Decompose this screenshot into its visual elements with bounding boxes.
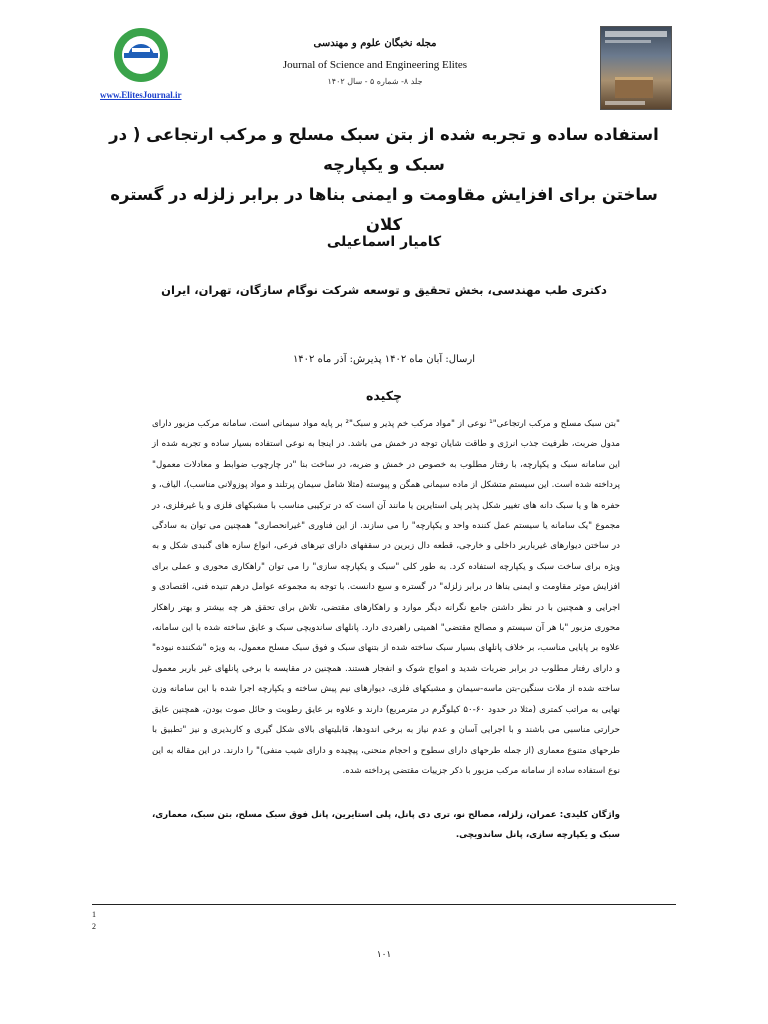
journal-title-block	[250, 38, 500, 86]
keywords: واژگان کلیدی: عمران، زلزله، مصالح نو، تری دی پانل، پلی استایرین، پانل فوق سبک مسلح، بتن سبک، معماری، سبک و یکپارچه سازی، پانل ساندویچی.	[152, 810, 620, 840]
footnote-2: 2	[92, 922, 96, 931]
journal-logo-icon	[108, 26, 174, 84]
journal-website-link[interactable]: www.ElitesJournal.ir	[100, 90, 182, 100]
author-affiliation: دکتری طب مهندسی، بخش تحقیق و توسعه شرکت نوگام سازگان، تهران، ایران	[161, 283, 607, 297]
author-name: کامیار اسماعیلی	[326, 234, 442, 250]
paper-title-line-2: ساختن برای افزایش مقاومت و ایمنی بناها در برابر زلزله در گستره کلان	[110, 185, 658, 234]
abstract-body: "بتن سبک مسلح و مرکب ارتجاعی"¹ نوعی از "مواد مرکب خم پذیر و سبک"² بر پایه مواد سیمانی است. سامانه مرکب مزبور دارای مدول ضربت، ظرفیت جذب انرژی و طاقت شایان توجه در خمش می باشد. در اینجا به نوعی استفاده بسیار ساده و تجربه شده از این سامانه سبک و یکپارچه، با رفتار مطلوب به خصوص در خمش و ضربه، در ساخت بنا "در چارچوب ضوابط و معادلات معمول" پرداخته شده است. این سیستم متشکل از ماده سیمانی همگن و پیوسته (مثلا شامل سیمان پرتلند و مواد پوزولانی مناسب)، الیاف، و حفره ها و یا سبک دانه های تغییر شکل پذیر پلی استایرین یا مانند آن است که در ترکیبی مناسب با مشبکهای فلزی و یا غیرفلزی، در مجموع "یک سامانه یا سیستم عمل کننده واحد و یکپارچه" را می سازند. از این فناوری "غیرانحصاری" همچنین می توان به سادگی در ساختن دیوارهای غیرباربر داخلی و خارجی، قطعه دال زبرین در سقفهای دارای تیرهای فرعی، انواع سازه های گنبدی شکل و به ویژه برای ساخت سبک و یکپارچه استفاده کرد. به طور کلی "سبک و یکپارچه سازی" را می توان "راهکاری محوری و عملی برای افزایش موثر مقاومت و ایمنی بناها در برابر زلزله" در گستره و سیع دانست. با توجه به مجموعه عوامل درهم تنیده فنی، اقتصادی و اجرایی و همچنین با در نظر داشتن جامع نگرانه دیگر موارد و راهکارهای مقتضی، تلاش برای تحقق هر چه بیشتر و بهتر راهکار محوری مزبور "با هر آن سیستم و مصالح مقتضی" اهمیتی راهبردی دارد. پانلهای ساندویچی سبک و عایق ساخته شده با این سامانه، علاوه بر پایایی مناسب، بر خلاف پانلهای بسیار سبک ساخته شده از بتنهای سبک و فوق سبک مسلح معمول، به ویژه "شکننده نبوده" و دارای رفتار مطلوب در برابر ضربات شدید و امواج شوک و انفجار هستند. همچنین در مقایسه با برخی پانلهای غیر باربر معمول ساخته شده از ملات سنگین-بتن ماسه-سیمان و مشبکهای فلزی، دیوارهای نیم پیش ساخته و یکپارچه اجرا شده با این سامانه وزن نهایی به مراتب کمتری (مثلا در حدود ۶۰-۵۰ کیلوگرم در مترمربع) دارند و علاوه بر عایق رطوبت و حائل صوت بودن، همچنین عایق حرارتی مناسبی می باشند و با اجرایی آسان و عدم نیاز به برخی اندودها، قابلیتهای بالای شکل گیری و کاربذیری و نیز "تطبیق با طرحهای متنوع معماری (از جمله طرحهای دارای سطوح و احجام منحنی، پیچیده و دارای شیب منفی)" را دارند. در این مقاله به این نوع استفاده ساده از سامانه مرکب مزبور با ذکر جزییات مقتضی پرداخته شده.	[152, 419, 620, 776]
paper-title	[90, 120, 678, 240]
footnote-1: 1	[92, 910, 96, 919]
paper-title-line-1: استفاده ساده و تجربه شده از بتن سبک مسلح و مرکب ارتجاعی ( در سبک و یکپارچه	[109, 125, 659, 174]
journal-name-english: Journal of Science and Engineering Elites	[282, 59, 468, 71]
journal-name-persian: مجله نخبگان علوم و مهندسی	[313, 38, 437, 49]
footnote-divider	[92, 904, 676, 905]
journal-cover-image	[600, 26, 672, 110]
submission-dates: ارسال: آبان ماه ۱۴۰۲ پذیرش: آذر ماه ۱۴۰۲	[292, 354, 476, 365]
journal-header	[0, 0, 768, 120]
page-number: ۱۰۱	[376, 950, 392, 960]
journal-volume-info: جلد ۸- شماره ۵ - سال ۱۴۰۲	[327, 77, 423, 86]
abstract-heading: چکیده	[366, 388, 402, 403]
